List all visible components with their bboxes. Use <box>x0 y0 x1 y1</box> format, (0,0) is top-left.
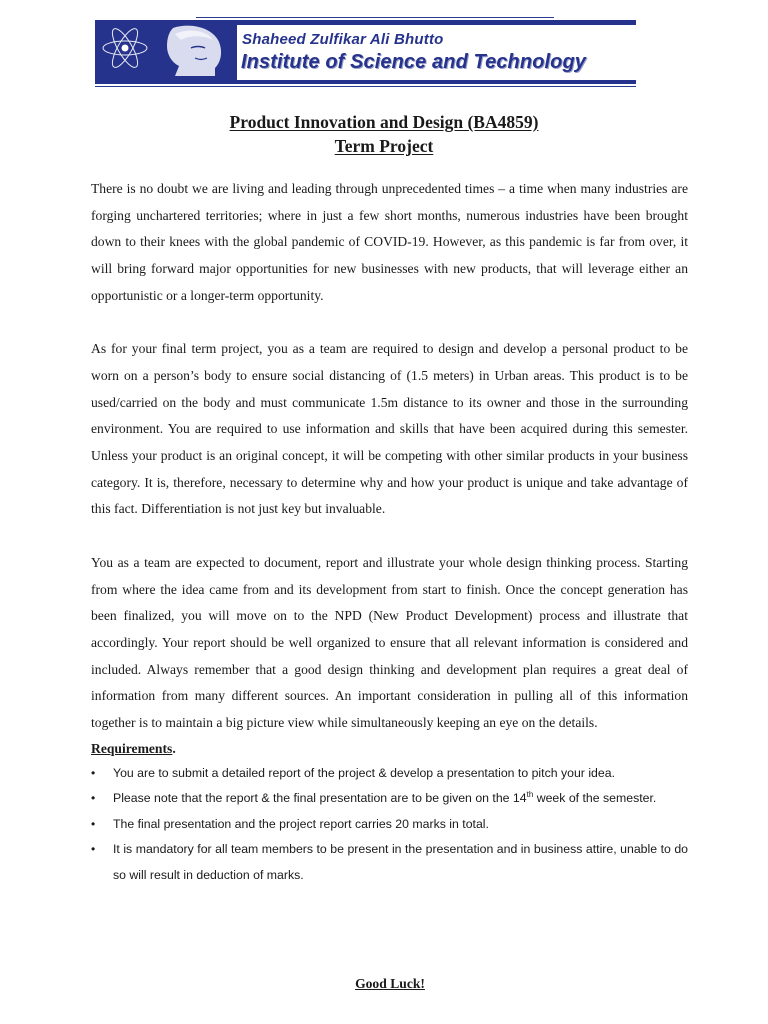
paragraph-documentation: You as a team are expected to document, report and illustrate your whole design thinking process. Starting from where the idea came from and its development from start to finish. Once the concept generation has been finalized, you will move on to the NPD (New Product Development) process and illustrate that accordingly. Your report should be well organized to ensure that all relevant information is considered and included. Always remember that a good design thinking and development plan requires a great deal of information from many different sources. An important consideration in pulling all of this information together is to maintain a big picture view while simultaneously keeping an eye on the details. <box>91 554 688 731</box>
paragraph-intro: There is no doubt we are living and leading through unprecedented times – a time when many industries are forging unchartered territories; where in just a few short months, numerous industries have been brought down to their knees with the global pandemic of COVID-19. However, as this pandemic is far from over, it will bring forward major opportunities for new businesses with new products, that will leverage either an opportunistic or a longer-term opportunity. <box>91 181 688 303</box>
banner-bottom-bar <box>95 80 636 84</box>
requirements-heading: Requirements. <box>91 740 176 756</box>
list-item: • It is mandatory for all team members to be present in the presentation and in business attire, unable to do so will result in deduction of marks. <box>91 837 688 888</box>
requirements-list <box>91 761 688 889</box>
institution-name-line1: Shaheed Zulfikar Ali Bhutto <box>242 31 444 48</box>
header-bottom-rule <box>95 86 636 87</box>
bullet-icon: • <box>91 842 96 857</box>
list-item: • You are to submit a detailed report of the project & develop a presentation to pitch your idea. <box>91 761 688 787</box>
banner-accent-bar <box>237 20 636 25</box>
logo-emblem-icon <box>95 20 237 84</box>
document-subtitle: Term Project <box>334 136 434 156</box>
institution-banner <box>95 20 636 84</box>
list-item: • The final presentation and the project report carries 20 marks in total. <box>91 812 688 838</box>
closing-remark: Good Luck! <box>355 976 425 991</box>
document-title: Product Innovation and Design (BA4859) <box>229 112 539 132</box>
header-top-rule <box>196 17 554 18</box>
bullet-icon: • <box>91 765 96 780</box>
paragraph-project-brief: As for your final term project, you as a team are required to design and develop a personal product to be worn on a person’s body to ensure social distancing of (1.5 meters) in Urban areas. This product is to be used/carried on the body and must communicate 1.5m distance to its owner and those in the surrounding environment. You are required to use information and skills that have been acquired during this semester. Unless your product is an original concept, it will be competing with other similar products in your business category. It is, therefore, necessary to determine why and how your product is unique and take advantage of this fact. Differentiation is not just key but invaluable. <box>91 341 688 517</box>
institution-name-line2: Institute of Science and Technology <box>241 51 587 73</box>
document-body <box>91 176 688 888</box>
bullet-icon: • <box>91 816 96 831</box>
bullet-icon: • <box>91 791 96 806</box>
list-item: • Please note that the report & the final presentation are to be given on the 14th week of the semester. <box>91 786 688 812</box>
institution-logo <box>95 20 237 84</box>
